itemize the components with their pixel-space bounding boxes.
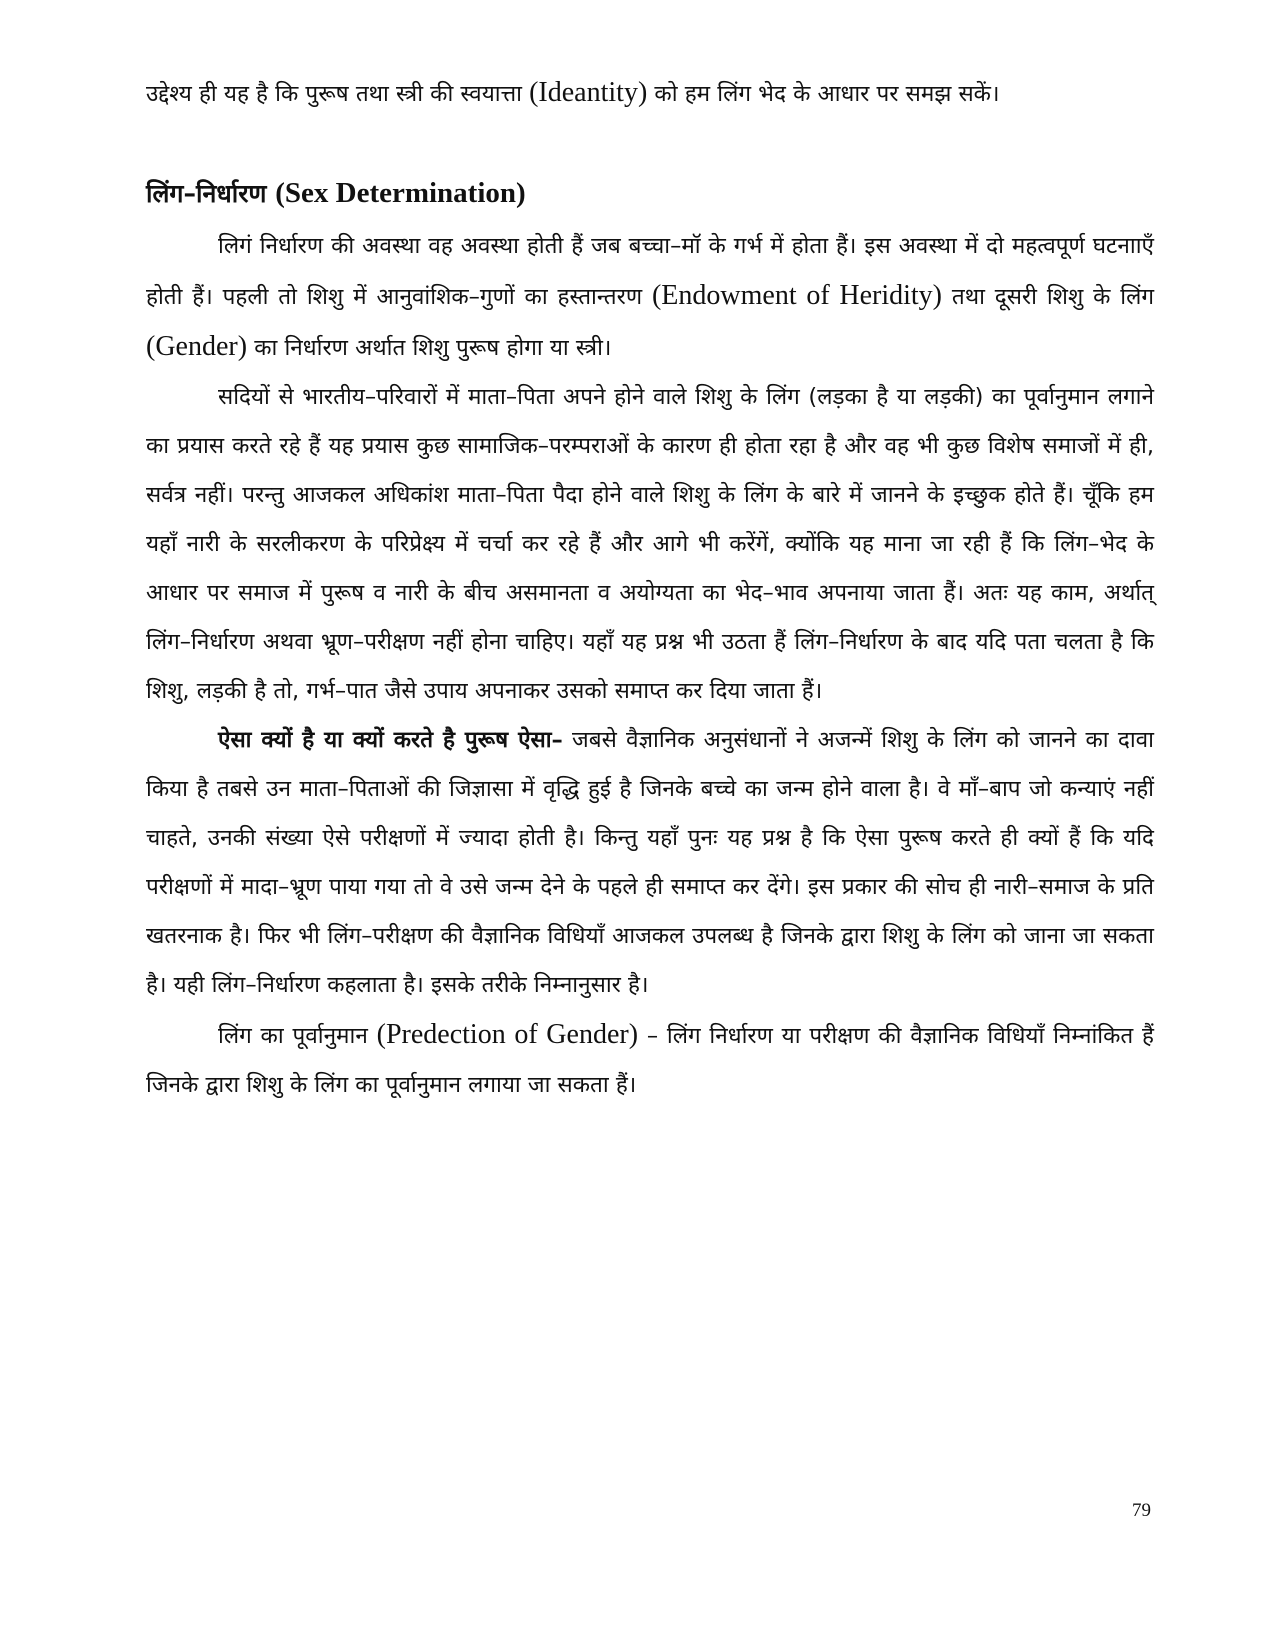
paragraph-1-text-c: तथा दूसरी शिशु के लिंग xyxy=(942,284,1155,310)
paragraph-4-english-term: (Predection of Gender) xyxy=(376,1019,639,1050)
section-heading-wrap xyxy=(146,169,1154,218)
paragraph-4-text-c: – लिंग निर्धारण या परीक्षण की वैज्ञानिक विधियाँ निम्नांकित हैं जिनके द्वारा शिशु के लिंग का पूर्वानुमान लगाया जा सकता हैं। xyxy=(146,1023,1154,1098)
intro-text-2: को हम लिंग भेद के आधार पर समझ सकें। xyxy=(647,81,1000,107)
paragraph-1-english-gender: (Gender) xyxy=(146,331,248,362)
paragraph-1 xyxy=(146,222,1154,373)
section-heading-english: (Sex Determination) xyxy=(275,177,526,209)
intro-paragraph xyxy=(146,68,1154,119)
paragraph-4 xyxy=(146,1010,1154,1110)
paragraph-3 xyxy=(146,716,1154,1010)
intro-text-1: उद्देश्य ही यह है कि पुरूष तथा स्त्री की स्वयात्ता xyxy=(146,81,530,107)
intro-english-term: (Ideantity) xyxy=(529,77,648,108)
paragraph-1-english-heridity: (Endowment of Heridity) xyxy=(651,280,942,311)
section-heading-hindi: लिंग–निर्धारण xyxy=(146,179,276,208)
document-page xyxy=(146,68,1154,1110)
paragraph-3-bold-lead: ऐसा क्यों है या क्यों करते है पुरूष ऐसा– xyxy=(218,727,563,753)
section-heading xyxy=(146,169,1154,218)
paragraph-1-text-a: लिगं निर्धारण की अवस्था वह अवस्था होती हैं जब बच्चा–मॉ के गर्भ में होता हैं। इस अवस्था में दो महत्वपूर्ण घटनााएँ होती हैं। पहली तो शिशु में आनुवांशिक–गुणों का हस्तान्तरण xyxy=(146,233,1154,310)
paragraph-2: सदियों से भारतीय–परिवारों में माता–पिता अपने होने वाले शिशु के लिंग (लड़का है या लड़की) का पूर्वानुमान लगाने का प्रयास करते रहे हैं यह प्रयास कुछ सामाजिक–परम्पराओं के कारण ही होता रहा है और वह भी कुछ विशेष समाजों में ही, सर्वत्र नहीं। परन्तु आजकल अधिकांश माता–पिता पैदा होने वाले शिशु के लिंग के बारे में जानने के इच्छुक होते हैं। चूँकि हम यहाँ नारी के सरलीकरण के परिप्रेक्ष्य में चर्चा कर रहे हैं और आगे भी करेंगें, क्योंकि यह माना जा रही हैं कि लिंग–भेद के आधार पर समाज में पुरूष व नारी के बीच असमानता व अयोग्यता का भेद–भाव अपनाया जाता हैं। अतः यह काम, अर्थात् लिंग–निर्धारण अथवा भ्रूण–परीक्षण नहीं होना चाहिए। यहाँ यह प्रश्न भी उठता हैं लिंग–निर्धारण के बाद यदि पता चलता है कि शिशु, लड़की है तो, गर्भ–पात जैसे उपाय अपनाकर उसको समाप्त कर दिया जाता हैं। xyxy=(146,384,1154,704)
paragraph-3-text: जबसे वैज्ञानिक अनुसंधानों ने अजन्में शिशु के लिंग को जानने का दावा किया है तबसे उन माता–पिताओं की जिज्ञासा में वृद्धि हुई है जिनके बच्चे का जन्म होने वाला है। वे माँ–बाप जो कन्याएं नहीं चाहते, उनकी संख्या ऐसे परीक्षणों में ज्यादा होती है। किन्तु यहाँ पुनः यह प्रश्न है कि ऐसा पुरूष करते ही क्यों हैं कि यदि परीक्षणों में मादा–भ्रूण पाया गया तो वे उसे जन्म देने के पहले ही समाप्त कर देंगे। इस प्रकार की सोच ही नारी–समाज के प्रति खतरनाक है। फिर भी लिंग–परीक्षण की वैज्ञानिक विधियाँ आजकल उपलब्ध है जिनके द्वारा शिशु के लिंग को जाना जा सकता है। यही लिंग–निर्धारण कहलाता है। इसके तरीके निम्नानुसार है। xyxy=(146,727,1154,998)
page-number: 79 xyxy=(1132,1500,1151,1521)
paragraph-4-text-a: लिंग का पूर्वानुमान xyxy=(218,1023,377,1049)
paragraph-1-text-e: का निर्धारण अर्थात शिशु पुरूष होगा या स्त्री। xyxy=(247,335,612,361)
